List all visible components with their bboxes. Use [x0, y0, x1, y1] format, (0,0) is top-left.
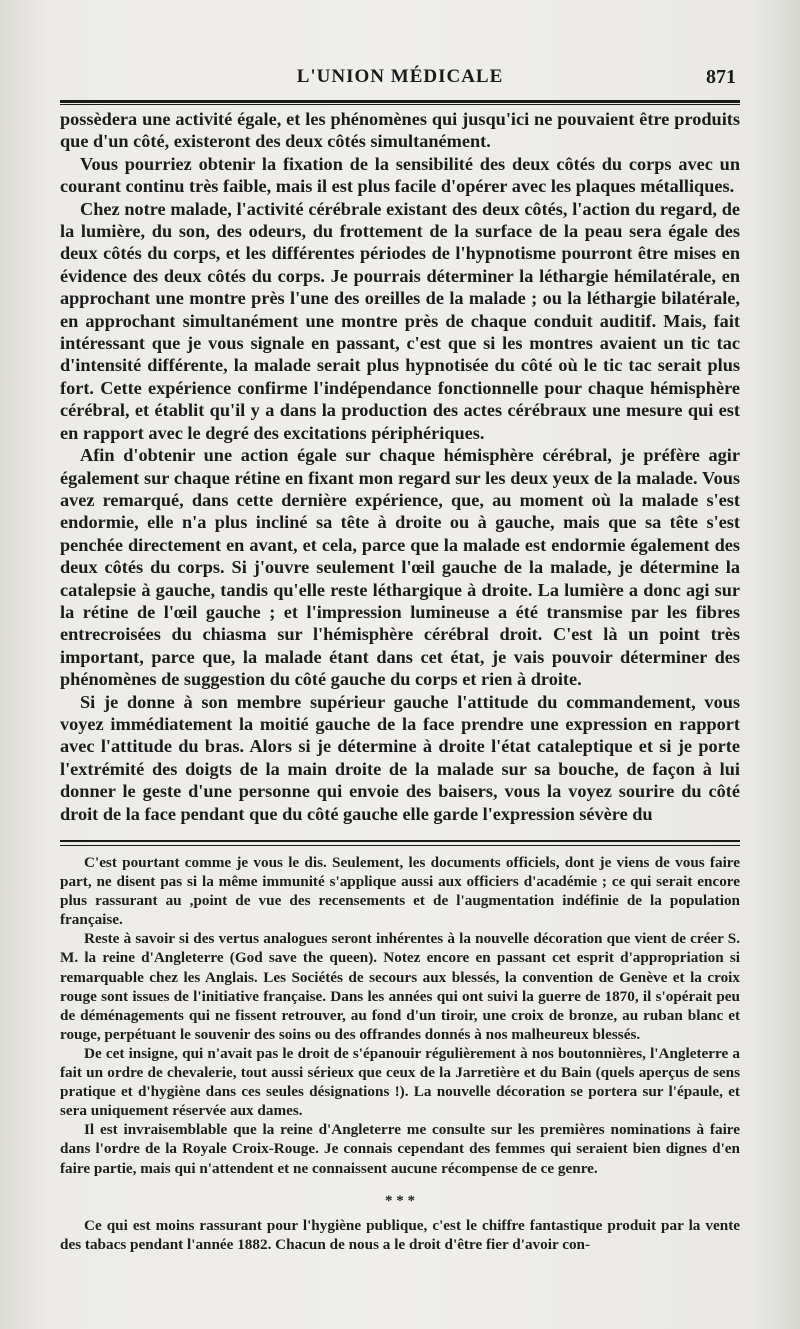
- paragraph: Afin d'obtenir une action égale sur chaque hémisphère cérébral, je préfère agir également sur chaque rétine en fixant mon regard sur les deux yeux de la malade. Vous avez remarqué, dans cette dernière expérience, que, au moment où la malade s'est endormie, elle n'a plus incliné sa tête à droite ou à gauche, mais que sa tête s'est penchée directement en avant, et cela, parce que la malade est endormie également des deux côtés du corps. Si j'ouvre seulement l'œil gauche de la malade, je détermine la catalepsie à gauche, tandis qu'elle reste léthargique à droite. La lumière a donc agi sur la rétine de l'œil gauche ; et l'impression lumineuse a été transmise par les fibres entrecroisées du chiasma sur l'hémisphère cérébral droit. C'est là un point très important, parce que, la malade étant dans cet état, je vais pouvoir déterminer des phénomènes de suggestion du côté gauche du corps et rien à droite.: [60, 445, 740, 690]
- section-rule: [60, 840, 740, 842]
- paragraph: Si je donne à son membre supérieur gauche l'attitude du commandement, vous voyez immédiatement la moitié gauche de la face prendre une expression en rapport avec l'attitude du bras. Alors si je détermine à droite l'état cataleptique et si je porte l'extrémité des doigts de la main droite de la malade sur sa bouche, de façon à lui donner le geste d'une personne qui envoie des baisers, vous la voyez sourire du côté droit de la face pendant que du côté gauche elle garde l'expression sévère du: [60, 691, 740, 824]
- paragraph: Chez notre malade, l'activité cérébrale existant des deux côtés, l'action du regard, de la lumière, du son, des odeurs, du frottement de la surface de la peau sera égale des deux côtés du corps, et les différentes périodes de l'hypnotisme pourront être mises en évidence des deux côtés du corps. Je pourrais déterminer la léthargie hémilatérale, en approchant une montre près l'une des oreilles de la malade ; ou la léthargie bilatérale, en approchant simultanément une montre près de chaque conduit auditif. Mais, fait intéressant que je vous signale en passant, c'est que si les montres avaient un tic tac d'intensité différente, la malade serait plus hypnotisée du côté où le tic tac serait plus fort. Cette expérience confirme l'indépendance fonctionnelle pour chaque hémisphère cérébral, et établit qu'il y a dans la production des actes cérébraux une mesure qui est en rapport avec le degré des excitations périphériques.: [60, 198, 740, 443]
- feuilleton-paragraph: Ce qui est moins rassurant pour l'hygiène publique, c'est le chiffre fantastique produit par la vente des tabacs pendant l'année 1882. Chacun de nous a le droit d'être fier d'avoir con-: [60, 1216, 740, 1253]
- feuilleton-paragraph: Il est invraisemblable que la reine d'Angleterre me consulte sur les premières nominations à faire dans l'ordre de la Royale Croix-Rouge. Je connais cependant des femmes qui seraient bien dignes d'en faire partie, mais qui n'attendent et ne connaissent aucune récompense de ce genre.: [60, 1121, 740, 1177]
- asterism-separator: * * *: [385, 1192, 415, 1209]
- feuilleton-paragraph: C'est pourtant comme je vous le dis. Seulement, les documents officiels, dont je viens de vous faire part, ne disent pas si la même immunité s'applique aussi aux officiers d'académie ; ce qui serait encore plus rassurant au ,point de vue des recensements et de l'augmentation indéfinie de la population française.: [60, 854, 740, 929]
- feuilleton-column: [60, 853, 740, 1254]
- feuilleton-paragraph: Reste à savoir si des vertus analogues seront inhérentes à la nouvelle décoration que vient de créer S. M. la reine d'Angleterre (God save the queen). Notez encore en passant cet esprit d'appropriation si remarquable chez les Anglais. Les Sociétés de secours aux blessés, la convention de Genève et la croix rouge sont issues de l'initiative française. Dans les années qui ont suivi la guerre de 1870, il s'opérait peu de déménagements qui ne fissent retrouver, au fond d'un tiroir, une croix de bronze, au ruban blanc et rouge, perpétuant le souvenir des soins ou des offrandes donnés à nos malheureux blessés.: [60, 930, 740, 1043]
- page-number: 871: [706, 66, 736, 88]
- paragraph: possèdera une activité égale, et les phénomènes qui jusqu'ici ne pouvaient être produits que d'un côté, existeront des deux côtés simultanément.: [60, 109, 740, 152]
- paragraph: Vous pourriez obtenir la fixation de la sensibilité des deux côtés du corps avec un courant continu très faible, mais il est plus facile d'opérer avec les plaques métalliques.: [60, 153, 740, 197]
- header-rule-thin: [60, 104, 740, 105]
- section-rule-thin: [60, 845, 740, 846]
- page-header: [60, 66, 740, 96]
- feuilleton-paragraph: De cet insigne, qui n'avait pas le droit de s'épanouir régulièrement à nos boutonnières, l'Angleterre a fait un ordre de chevalerie, tout aussi sérieux que ceux de la Jarretière et du Bain (quels aperçus de sens pratique et d'hygiène dans ces seules désignations !). La nouvelle décoration se portera sur l'épaule, et sera uniquement réservée aux dames.: [60, 1044, 740, 1120]
- running-title: L'UNION MÉDICALE: [296, 66, 504, 87]
- main-article: [60, 108, 740, 825]
- header-rule: [60, 100, 740, 103]
